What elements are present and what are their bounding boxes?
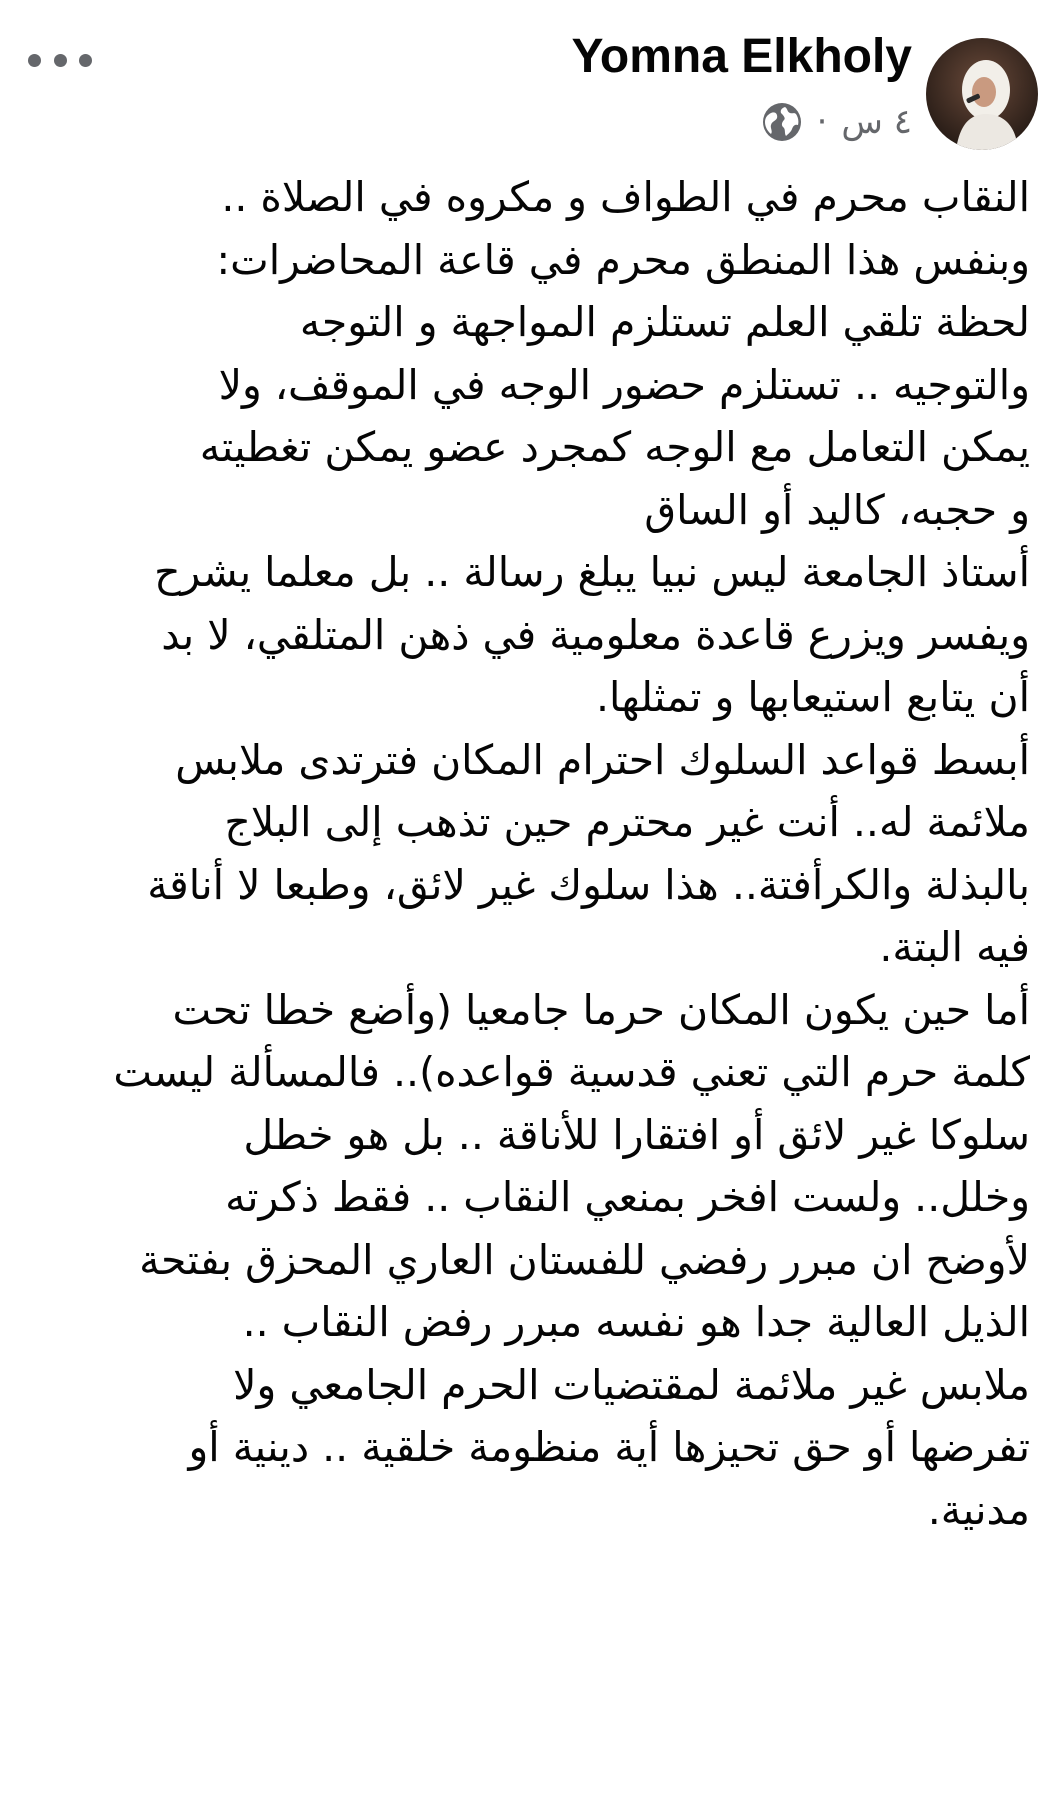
post-text-line: أستاذ الجامعة ليس نبيا يبلغ رسالة .. بل معلما يشرح <box>154 548 1030 596</box>
post-timestamp[interactable]: ٤ س <box>841 102 912 142</box>
post-text-line: فيه البتة. <box>879 923 1030 971</box>
post-text-line: ملابس غير ملائمة لمقتضيات الحرم الجامعي ولا <box>233 1360 1030 1409</box>
post-text-line: لحظة تلقي العلم تستلزم المواجهة و التوجه <box>299 298 1030 346</box>
post-meta <box>761 98 912 146</box>
post-text-line: يمكن التعامل مع الوجه كمجرد عضو يمكن تغطيته <box>199 423 1030 471</box>
post-text-line: كلمة حرم التي تعني قدسية قواعده).. فالمسألة ليست <box>113 1048 1030 1096</box>
author-name[interactable]: Yomna Elkholy <box>571 30 912 83</box>
post-text-line: لأوضح ان مبرر رفضي للفستان العاري المحزق بفتحة <box>139 1235 1030 1284</box>
post-text-line: مدنية. <box>927 1485 1030 1534</box>
post-text-line: ويفسر ويزرع قاعدة معلومية في ذهن المتلقي، لا بد <box>161 610 1030 659</box>
post-header <box>0 0 1060 160</box>
post-body <box>30 166 1030 1541</box>
post-text-line: الذيل العالية جدا هو نفسه مبرر رفض النقاب .. <box>242 1298 1030 1346</box>
more-options-dot <box>54 54 67 67</box>
globe-icon[interactable] <box>761 101 803 143</box>
more-options-button[interactable] <box>28 40 92 80</box>
avatar[interactable] <box>926 38 1038 150</box>
post-text-line: و حجبه، كاليد أو الساق <box>644 485 1030 534</box>
post-text-line: وخلل.. ولست افخر بمنعي النقاب .. فقط ذكرته <box>225 1173 1030 1221</box>
more-options-icon <box>28 54 41 67</box>
post-text-line: والتوجيه .. تستلزم حضور الوجه في الموقف، ولا <box>218 360 1030 409</box>
post-text-line: أبسط قواعد السلوك احترام المكان فترتدى ملابس <box>175 735 1030 784</box>
post-text-line: تفرضها أو حق تحيزها أية منظومة خلقية .. دينية أو <box>188 1423 1030 1471</box>
post-text-line: النقاب محرم في الطواف و مكروه في الصلاة .. <box>221 173 1030 221</box>
post-text-line: أن يتابع استيعابها و تمثلها. <box>596 673 1030 721</box>
post-text-line: بالبذلة والكرأفتة.. هذا سلوك غير لائق، وطبعا لا أناقة <box>147 860 1030 909</box>
meta-separator: · <box>816 102 828 142</box>
post-text-line: أما حين يكون المكان حرما جامعيا (وأضع خطا تحت <box>172 985 1030 1034</box>
post-text-line: ملائمة له.. أنت غير محترم حين تذهب إلى البلاج <box>224 798 1030 846</box>
post-text-line: سلوكا غير لائق أو افتقارا للأناقة .. بل هو خطل <box>243 1110 1030 1159</box>
more-options-dot <box>79 54 92 67</box>
post-text-line: وبنفس هذا المنطق محرم في قاعة المحاضرات: <box>216 235 1030 284</box>
